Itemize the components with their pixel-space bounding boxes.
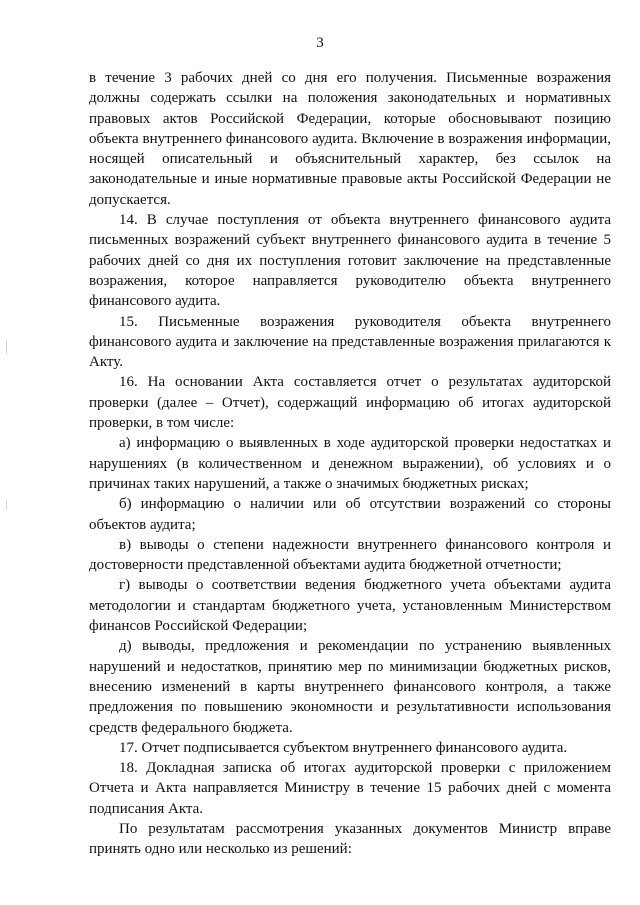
paragraph-item-16-g: г) выводы о соответствии ведения бюджетного учета объектами аудита методологии и стандартам бюджетного учета, установленным Министерством финансов Российской Федерации; (89, 577, 611, 635)
paragraph-item-16-d: д) выводы, предложения и рекомендации по устранению выявленных нарушений и недостатков, принятию мер по минимизации бюджетных рисков, внесению изменений в карты внутреннего финансового контроля, а также предложения по повышению экономности и результативности использования средств федерального бюджета. (89, 638, 611, 736)
paragraph-decisions-intro: По результатам рассмотрения указанных документов Министр вправе принять одно или несколько из решений: (89, 820, 611, 858)
page-number: 3 (316, 35, 324, 51)
paragraph-continuation: в течение 3 рабочих дней со дня его получения. Письменные возражения должны содержать ссылки на положения законодательных и нормативных правовых актов Российской Федерации, которые обосновывают позицию объекта внутреннего финансового аудита. Включение в возражения информации, носящей описательный и объяснительный характер, без ссылок на законодательные и иные нормативные правовые акты Российской Федерации не допускается. (89, 70, 611, 208)
paragraph-item-18: 18. Докладная записка об итогах аудиторской проверки с приложением Отчета и Акта направляется Министру в течение 15 рабочих дней с момента подписания Акта. (89, 760, 611, 817)
scan-margin-mark (6, 500, 7, 510)
paragraph-item-16-v: в) выводы о степени надежности внутреннего финансового контроля и достоверности представленной объектами аудита бюджетной отчетности; (89, 536, 611, 574)
document-body (89, 68, 611, 860)
paragraph-item-17: 17. Отчет подписывается субъектом внутреннего финансового аудита. (119, 739, 568, 756)
paragraph-item-16-b: б) информацию о наличии или об отсутствии возражений со стороны объектов аудита; (89, 496, 611, 533)
scan-margin-mark (6, 340, 7, 354)
paragraph-item-16-a: а) информацию о выявленных в ходе аудиторской проверки недостатках и нарушениях (в количественном и денежном выражении), об условиях и о причинах таких нарушений, а также о значимых бюджетных рисках; (89, 435, 611, 492)
paragraph-item-15: 15. Письменные возражения руководителя объекта внутреннего финансового аудита и заключение на представленные возражения прилагаются к Акту. (89, 313, 611, 371)
paragraph-item-14: 14. В случае поступления от объекта внутреннего финансового аудита письменных возражений субъект внутреннего финансового аудита в течение 5 рабочих дней со дня их поступления готовит заключение на представленные возражения, которое направляется руководителю объекта внутреннего финансового аудита. (89, 212, 611, 310)
paragraph-item-16: 16. На основании Акта составляется отчет о результатах аудиторской проверки (далее – Отчет), содержащий информацию об итогах аудиторской проверки, в том числе: (89, 374, 611, 432)
